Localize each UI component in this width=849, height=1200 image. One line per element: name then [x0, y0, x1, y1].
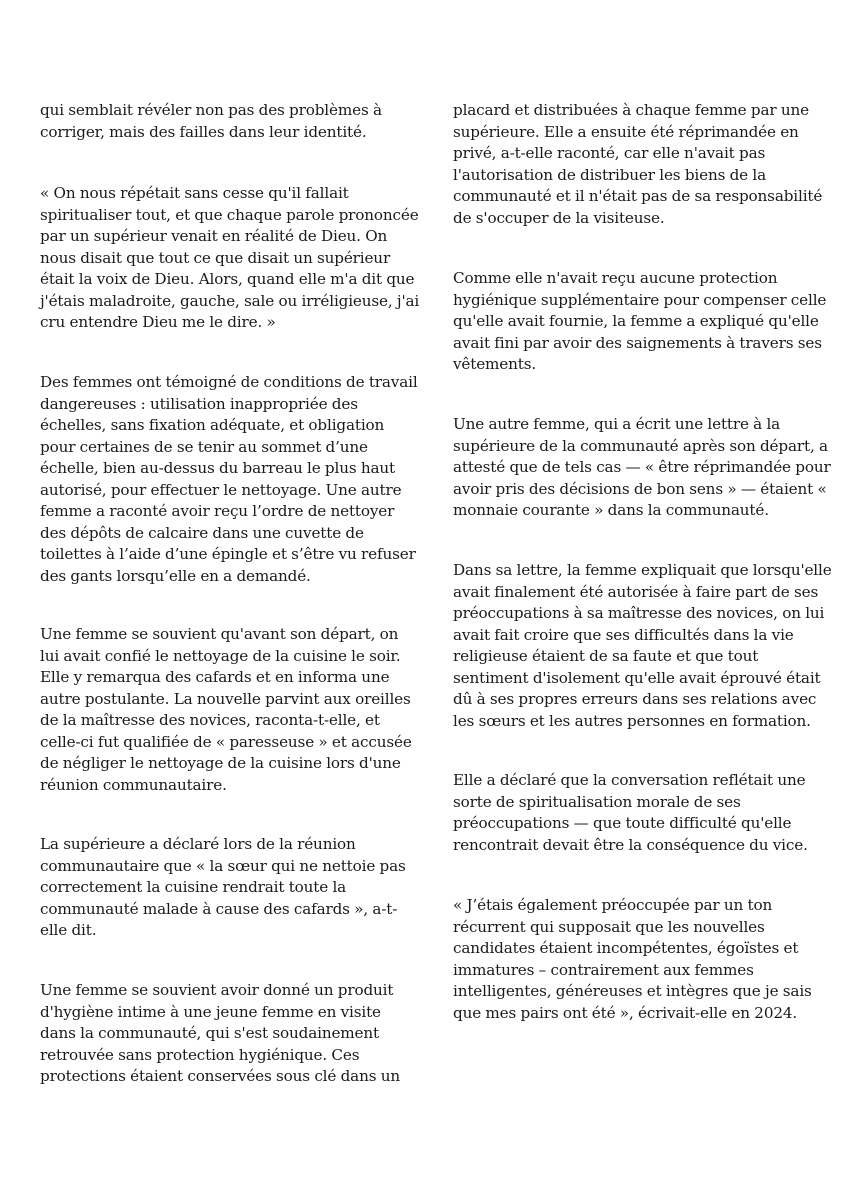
- paragraph: Comme elle n'avait reçu aucune protection hygiénique supplémentaire pour compenser celle qu'elle avait fournie, la femme a expliqué qu'elle avait fini par avoir des saignements à travers ses vêtements.: [453, 269, 827, 373]
- paragraph: Une femme se souvient qu'avant son départ, on lui avait confié le nettoyage de la cuisine le soir. Elle y remarqua des cafards et en informa une autre postulante. La nouvelle parvint aux oreilles de la maîtresse des novices, raconta-t-elle, et celle-ci fut qualifiée de « paresseuse » et accusée de négliger le nettoyage de la cuisine lors d'une réunion communautaire.: [40, 625, 412, 794]
- paragraph: « On nous répétait sans cesse qu'il fallait spiritualiser tout, et que chaque parole prononcée par un supérieur venait en réalité de Dieu. On nous disait que tout ce que disait un supérieur était la voix de Dieu. Alors, quand elle m'a dit que j'étais maladroite, gauche, sale ou irréligieuse, j'ai cru entendre Dieu me le dire. »: [40, 184, 420, 331]
- paragraph: Dans sa lettre, la femme expliquait que lorsqu'elle avait finalement été autorisée à faire part de ses préoccupations à sa maîtresse des novices, on lui avait fait croire que ses difficultés dans la vie religieuse étaient de sa faute et que tout sentiment d'isolement qu'elle avait éprouvé était dû à ses propres erreurs dans ses relations avec les sœurs et les autres personnes en formation.: [453, 561, 832, 730]
- paragraph: Des femmes ont témoigné de conditions de travail dangereuses : utilisation inappropriée des échelles, sans fixation adéquate, et obligation pour certaines de se tenir au sommet d’une échelle, bien au-dessus du barreau le plus haut autorisé, pour effectuer le nettoyage. Une autre femme a raconté avoir reçu l’ordre de nettoyer des dépôts de calcaire dans une cuvette de toilettes à l’aide d’une épingle et s’être vu refuser des gants lorsqu’elle en a demandé.: [40, 373, 418, 585]
- paragraph: « J’étais également préoccupée par un ton récurrent qui supposait que les nouvelles candidates étaient incompétentes, égoïstes et immatures – contrairement aux femmes intelligentes, généreuses et intègres que je sais que mes pairs ont été », écrivait-elle en 2024.: [453, 896, 812, 1022]
- paragraph: Une autre femme, qui a écrit une lettre à la supérieure de la communauté après son départ, a attesté que de tels cas — « être réprimandée pour avoir pris des décisions de bon sens » — étaient « monnaie courante » dans la communauté.: [453, 415, 831, 519]
- paragraph: placard et distribuées à chaque femme par une supérieure. Elle a ensuite été réprimandée en privé, a-t-elle raconté, car elle n'avait pas l'autorisation de distribuer les biens de la communauté et il n'était pas de sa responsabilité de s'occuper de la visiteuse.: [453, 101, 823, 227]
- paragraph: qui semblait révéler non pas des problèmes à corriger, mais des failles dans leur identité.: [40, 101, 382, 141]
- paragraph: La supérieure a déclaré lors de la réunion communautaire que « la sœur qui ne nettoie pas correctement la cuisine rendrait toute la communauté malade à cause des cafards », a-t-elle dit.: [40, 835, 406, 939]
- paragraph: Une femme se souvient avoir donné un produit d'hygiène intime à une jeune femme en visite dans la communauté, qui s'est soudainement retrouvée sans protection hygiénique. Ces protections étaient conservées sous clé dans un: [40, 981, 400, 1085]
- paragraph: Elle a déclaré que la conversation reflétait une sorte de spiritualisation morale de ses préoccupations — que toute difficulté qu'elle rencontrait devait être la conséquence du vice.: [453, 771, 808, 854]
